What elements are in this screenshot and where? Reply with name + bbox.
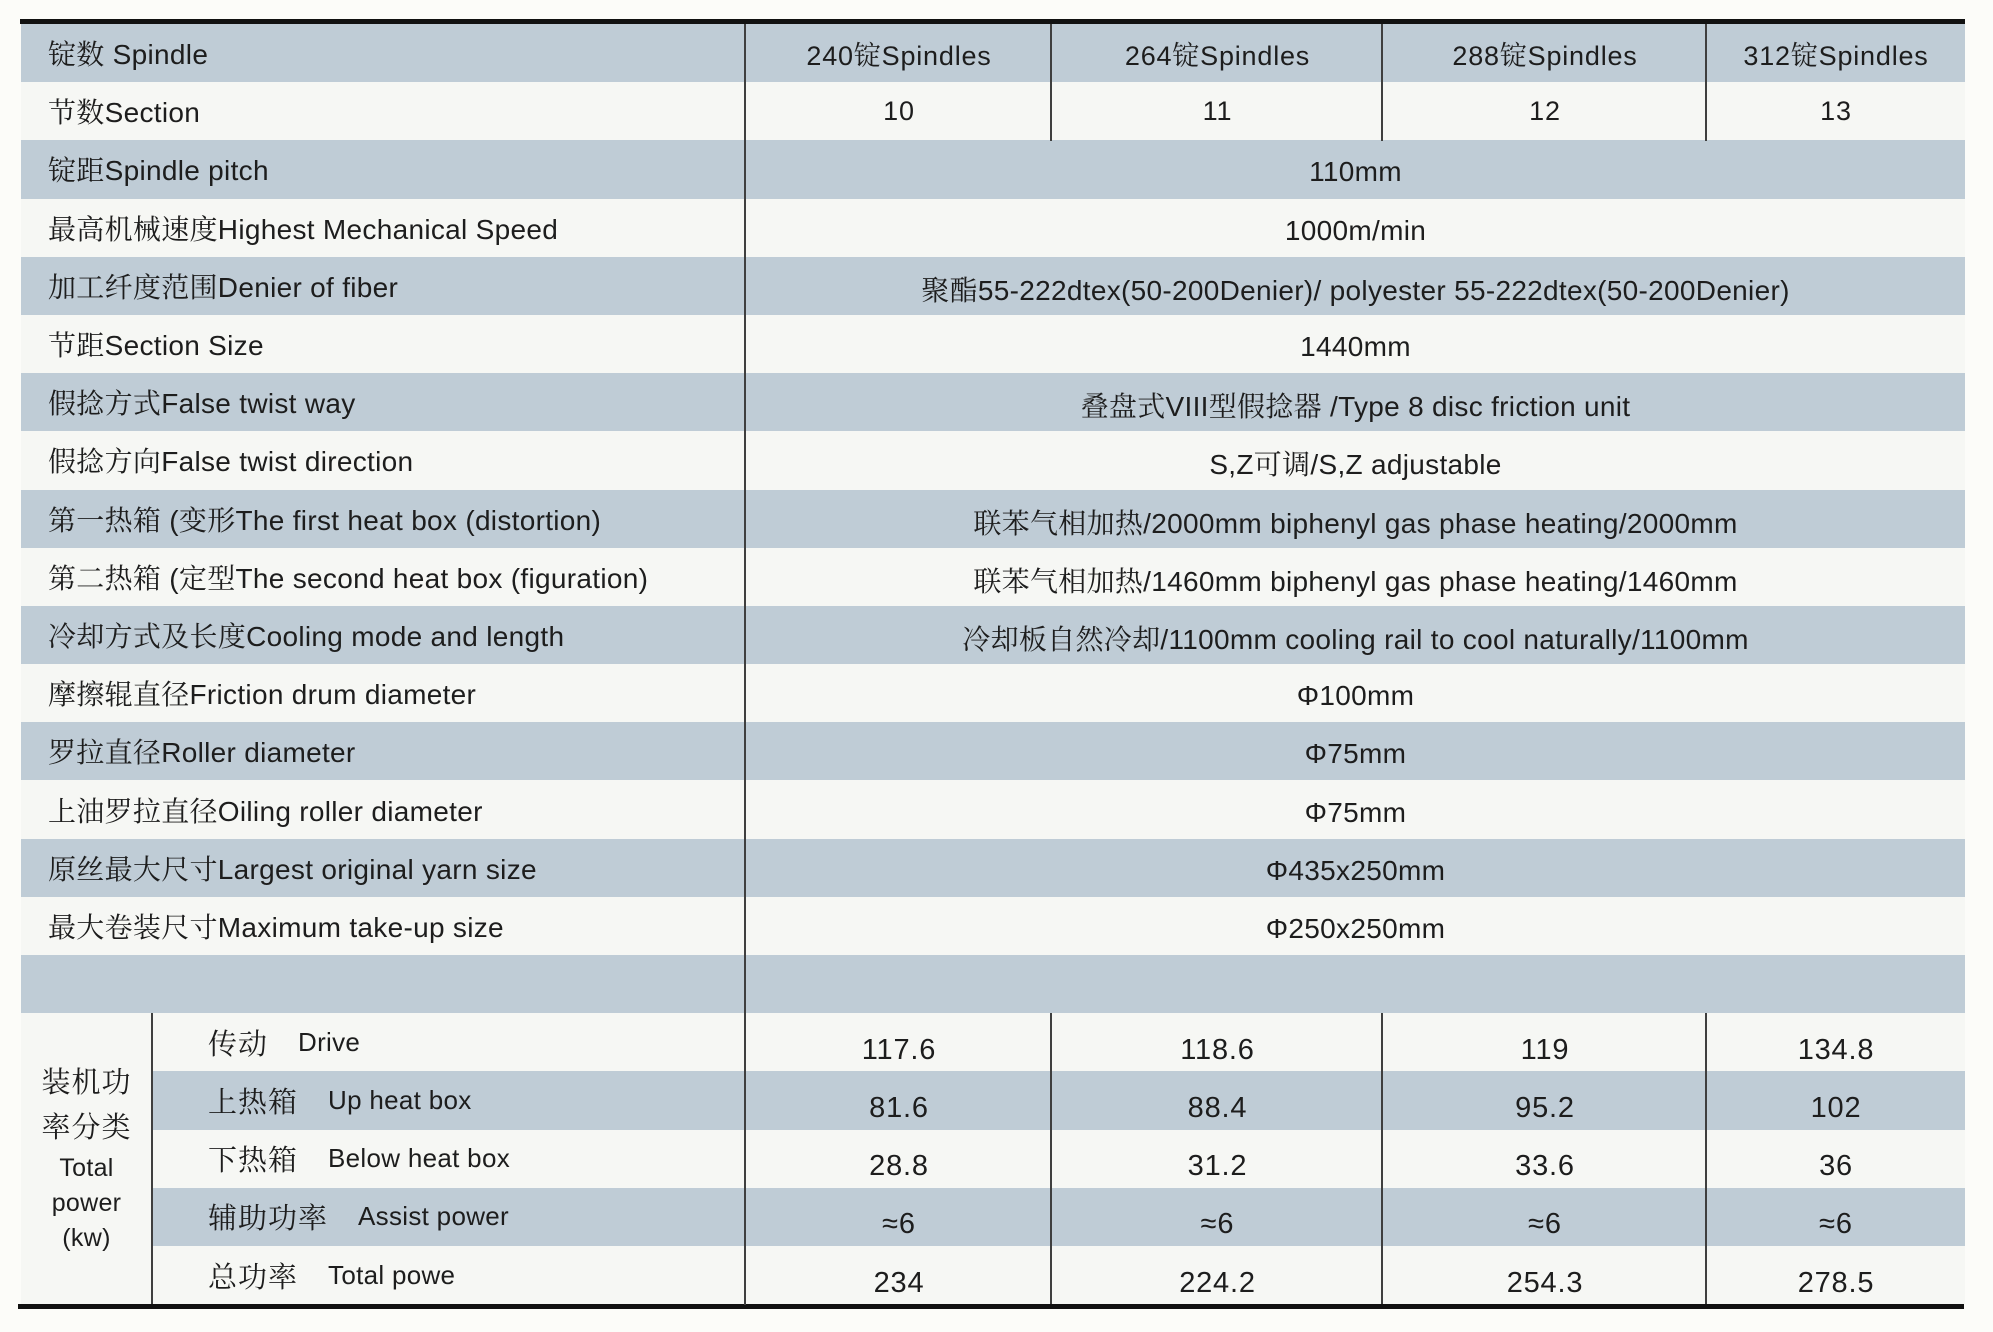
power-row-label-en: Below heat box (328, 1143, 511, 1174)
row-label: 摩擦辊直径Friction drum diameter (48, 679, 477, 711)
power-value: 102 (1810, 1091, 1862, 1124)
row-label: 第二热箱 (定型The second heat box (figuration) (48, 562, 649, 594)
table-row-spindle-pitch (21, 140, 1965, 198)
row-value: 联苯气相加热/2000mm biphenyl gas phase heating/2000mm (973, 507, 1738, 539)
row-value: 110mm (1309, 156, 1402, 188)
power-value: 117.6 (861, 1033, 937, 1066)
table-row-oiling-roller-diameter (21, 780, 1965, 838)
row-value: Φ250x250mm (1265, 912, 1446, 944)
power-group-label-line: 率分类 (41, 1112, 132, 1145)
power-value: 118.6 (1180, 1033, 1255, 1066)
power-row-total-power (152, 1246, 1965, 1304)
power-row-label-zh: 下热箱 (208, 1145, 299, 1178)
power-value: 28.8 (869, 1150, 929, 1183)
table-row-false-twist-way (21, 373, 1965, 431)
row-value: 叠盘式VIII型假捻器 /Type 8 disc friction unit (1080, 391, 1631, 423)
row-value: 1000m/min (1284, 214, 1427, 246)
power-row-label (152, 1188, 746, 1246)
row-label: 上油罗拉直径Oiling roller diameter (48, 795, 483, 827)
row-label: 节数Section (48, 97, 201, 129)
power-row-label-zh: 传动 (208, 1028, 269, 1061)
row-value: 冷却板自然冷却/1100mm cooling rail to cool naturally/1100mm (962, 623, 1749, 655)
power-row-label-zh: 总功率 (208, 1261, 299, 1294)
power-section (21, 1013, 1965, 1304)
row-value: Φ75mm (1304, 796, 1407, 828)
table-row-second-heat-box (21, 548, 1965, 606)
row-label: 罗拉直径Roller diameter (48, 737, 356, 769)
row-value: 聚酯55-222dtex(50-200Denier)/ polyester 55-222dtex(50-200Denier) (921, 274, 1790, 306)
power-value: 278.5 (1797, 1266, 1875, 1299)
power-group-label-line: 装机功 (41, 1067, 132, 1100)
power-value: ≈6 (1819, 1208, 1853, 1241)
row-value: Φ435x250mm (1265, 854, 1446, 886)
row-label: 假捻方式False twist way (48, 388, 356, 420)
header-cell-240: 240锭Spindles (806, 40, 992, 71)
power-row-label-en: Up heat box (328, 1084, 472, 1115)
power-group-label-line: (kw) (62, 1224, 111, 1253)
power-row-label-zh: 辅助功率 (208, 1203, 329, 1236)
power-value: 95.2 (1515, 1091, 1575, 1124)
row-label: 第一热箱 (变形The first heat box (distortion) (48, 504, 602, 536)
power-group-label-line: Total (59, 1154, 114, 1183)
power-value: 33.6 (1515, 1150, 1575, 1183)
divider-power-col3 (1705, 1013, 1707, 1304)
divider-label-column (744, 24, 746, 1305)
power-value: ≈6 (1528, 1208, 1562, 1241)
power-row-label (152, 1013, 746, 1071)
table-row-mechanical-speed (21, 199, 1965, 257)
table-row-first-heat-box (21, 490, 1965, 548)
row-label: 锭数 Spindle (48, 39, 209, 71)
divider-header-col3 (1705, 24, 1707, 141)
header-cell-312: 312锭Spindles (1743, 40, 1929, 71)
row-value: 1440mm (1300, 331, 1411, 363)
power-row-up-heat-box (152, 1071, 1965, 1129)
divider-power-col2 (1381, 1013, 1383, 1304)
divider-header-col2 (1381, 24, 1383, 141)
table-row-max-takeup-size (21, 897, 1965, 955)
power-value: 234 (873, 1266, 925, 1299)
power-value: ≈6 (882, 1208, 916, 1241)
table-row-friction-drum-diameter (21, 664, 1965, 722)
table-row-denier-range (21, 257, 1965, 315)
power-value: 88.4 (1187, 1091, 1248, 1124)
table-row-spindle-header (21, 24, 1965, 82)
power-row-drive (152, 1013, 1965, 1071)
row-label: 假捻方向False twist direction (48, 446, 414, 478)
table-row-false-twist-direction (21, 431, 1965, 489)
power-group-label (21, 1013, 152, 1304)
divider-header-col1 (1050, 24, 1052, 141)
row-value: 联苯气相加热/1460mm biphenyl gas phase heating/1460mm (973, 565, 1738, 597)
power-row-label-en: Drive (298, 1026, 361, 1057)
row-label: 最高机械速度Highest Mechanical Speed (48, 213, 559, 245)
table-row-cooling-mode (21, 606, 1965, 664)
power-row-label (152, 1246, 746, 1304)
power-row-below-heat-box (152, 1130, 1965, 1188)
power-value: 31.2 (1187, 1150, 1248, 1183)
table-row-sections (21, 82, 1965, 140)
table-bottom-border (18, 1304, 1964, 1309)
section-count-cell: 13 (1820, 95, 1852, 126)
power-value: 81.6 (869, 1091, 929, 1124)
section-count-cell: 10 (883, 95, 915, 126)
table-row-roller-diameter (21, 722, 1965, 780)
empty-spacer-row (21, 955, 1965, 1013)
power-group-label-line: power (51, 1189, 122, 1218)
row-label: 节距Section Size (48, 330, 264, 362)
power-row-label-zh: 上热箱 (208, 1086, 299, 1119)
row-label: 冷却方式及长度Cooling mode and length (48, 620, 565, 652)
power-value: 224.2 (1179, 1266, 1256, 1299)
row-label: 最大卷装尺寸Maximum take-up size (48, 911, 504, 943)
divider-power-col1 (1050, 1013, 1052, 1304)
section-count-cell: 11 (1202, 95, 1233, 126)
spec-table (21, 24, 1965, 1304)
power-rows (152, 1013, 1965, 1304)
divider-power-group (151, 1013, 153, 1304)
power-value: 119 (1520, 1033, 1570, 1066)
power-value: ≈6 (1200, 1208, 1235, 1241)
power-value: 134.8 (1797, 1033, 1875, 1066)
power-value: 254.3 (1506, 1266, 1584, 1299)
table-row-largest-yarn-size (21, 839, 1965, 897)
table-row-section-size (21, 315, 1965, 373)
row-value: Φ75mm (1304, 738, 1407, 770)
row-value: S,Z可调/S,Z adjustable (1209, 449, 1502, 481)
power-row-assist-power (152, 1188, 1965, 1246)
power-value: 36 (1819, 1150, 1853, 1183)
power-row-label-en: Total powe (328, 1259, 456, 1290)
header-cell-288: 288锭Spindles (1452, 40, 1638, 71)
power-row-label-en: Assist power (358, 1201, 509, 1232)
power-row-label (152, 1130, 746, 1188)
power-row-label (152, 1071, 746, 1129)
row-value: Φ100mm (1296, 680, 1415, 712)
row-label: 加工纤度范围Denier of fiber (48, 271, 399, 303)
header-cell-264: 264锭Spindles (1124, 40, 1311, 71)
section-count-cell: 12 (1529, 95, 1561, 126)
row-label: 锭距Spindle pitch (48, 155, 269, 187)
row-label: 原丝最大尺寸Largest original yarn size (48, 853, 537, 885)
